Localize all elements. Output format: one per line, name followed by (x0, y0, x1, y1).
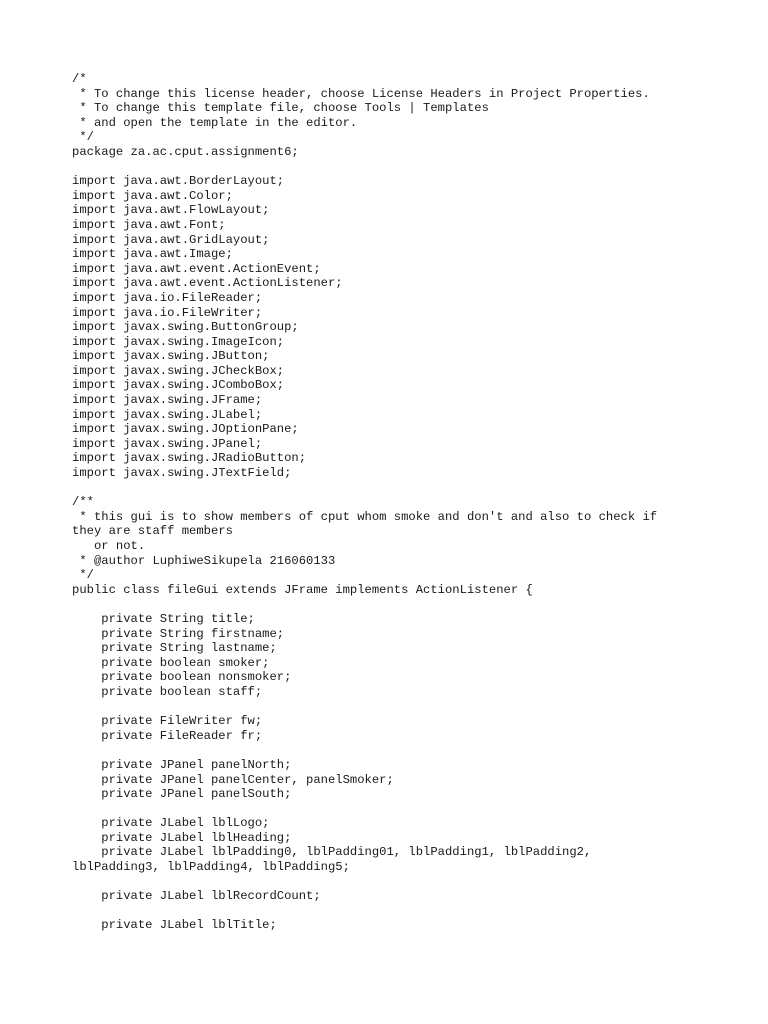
code-line: private FileWriter fw; (72, 714, 263, 729)
code-line: private JPanel panelNorth; (72, 757, 292, 772)
code-line: import java.awt.BorderLayout; (72, 174, 285, 189)
code-line: import java.awt.Color; (72, 188, 233, 203)
source-code-block (72, 72, 712, 933)
code-line: they are staff members (72, 524, 233, 539)
code-line: private String title; (72, 611, 255, 626)
code-line: * To change this license header, choose License Headers in Project Properties. (72, 86, 650, 101)
code-line (72, 875, 712, 890)
code-line: private JLabel lblPadding0, lblPadding01, lblPadding1, lblPadding2, (72, 845, 592, 860)
code-line: private FileReader fr; (72, 728, 263, 743)
code-line: private String firstname; (72, 626, 285, 641)
code-line: /** (72, 495, 94, 510)
code-line: lblPadding3, lblPadding4, lblPadding5; (72, 860, 350, 875)
code-line: * and open the template in the editor. (72, 115, 358, 130)
code-line (72, 481, 712, 496)
code-line: * this gui is to show members of cput whom smoke and don't and also to check if (72, 509, 658, 524)
code-line: import java.io.FileReader; (72, 290, 263, 305)
code-line: import javax.swing.JComboBox; (72, 378, 285, 393)
code-line (72, 743, 712, 758)
code-line: import java.awt.Font; (72, 217, 226, 232)
code-line: private JPanel panelSouth; (72, 787, 292, 802)
code-line: package za.ac.cput.assignment6; (72, 144, 299, 159)
code-line: */ (72, 568, 94, 583)
code-line: import javax.swing.JButton; (72, 349, 270, 364)
code-line: private boolean nonsmoker; (72, 670, 292, 685)
code-line: */ (72, 130, 94, 145)
code-line: or not. (72, 539, 146, 553)
code-line: import java.awt.event.ActionEvent; (72, 261, 321, 276)
code-line: private JLabel lblHeading; (72, 830, 292, 845)
code-line (72, 904, 712, 919)
code-line: private JLabel lblLogo; (72, 816, 270, 831)
code-line: import java.awt.FlowLayout; (72, 203, 270, 218)
code-line (72, 160, 712, 175)
code-line: * To change this template file, choose Tools | Templates (72, 101, 489, 116)
code-line (72, 802, 712, 817)
code-line: import javax.swing.JTextField; (72, 466, 292, 481)
code-line: import javax.swing.JPanel; (72, 436, 263, 451)
code-line: private JPanel panelCenter, panelSmoker; (72, 772, 394, 787)
code-line: import javax.swing.JLabel; (72, 407, 263, 422)
code-line: import java.awt.Image; (72, 247, 233, 262)
code-line: import javax.swing.ImageIcon; (72, 334, 285, 349)
code-line: private String lastname; (72, 641, 277, 656)
code-line: import java.io.FileWriter; (72, 305, 263, 320)
code-line: /* (72, 72, 87, 86)
code-line: import javax.swing.JOptionPane; (72, 422, 299, 437)
code-line: private JLabel lblRecordCount; (72, 889, 321, 904)
code-line: import javax.swing.JFrame; (72, 393, 263, 408)
code-line: import java.awt.GridLayout; (72, 232, 270, 247)
code-line: import javax.swing.JCheckBox; (72, 363, 285, 378)
code-line: public class fileGui extends JFrame implements ActionListener { (72, 582, 533, 597)
code-line: import javax.swing.JRadioButton; (72, 451, 307, 466)
code-line: private boolean smoker; (72, 655, 270, 670)
code-line (72, 700, 712, 715)
code-line: private boolean staff; (72, 684, 263, 699)
code-line: * @author LuphiweSikupela 216060133 (72, 553, 336, 568)
code-line: import java.awt.event.ActionListener; (72, 276, 343, 291)
code-line (72, 597, 712, 612)
code-line: import javax.swing.ButtonGroup; (72, 320, 299, 335)
code-line: private JLabel lblTitle; (72, 918, 277, 933)
